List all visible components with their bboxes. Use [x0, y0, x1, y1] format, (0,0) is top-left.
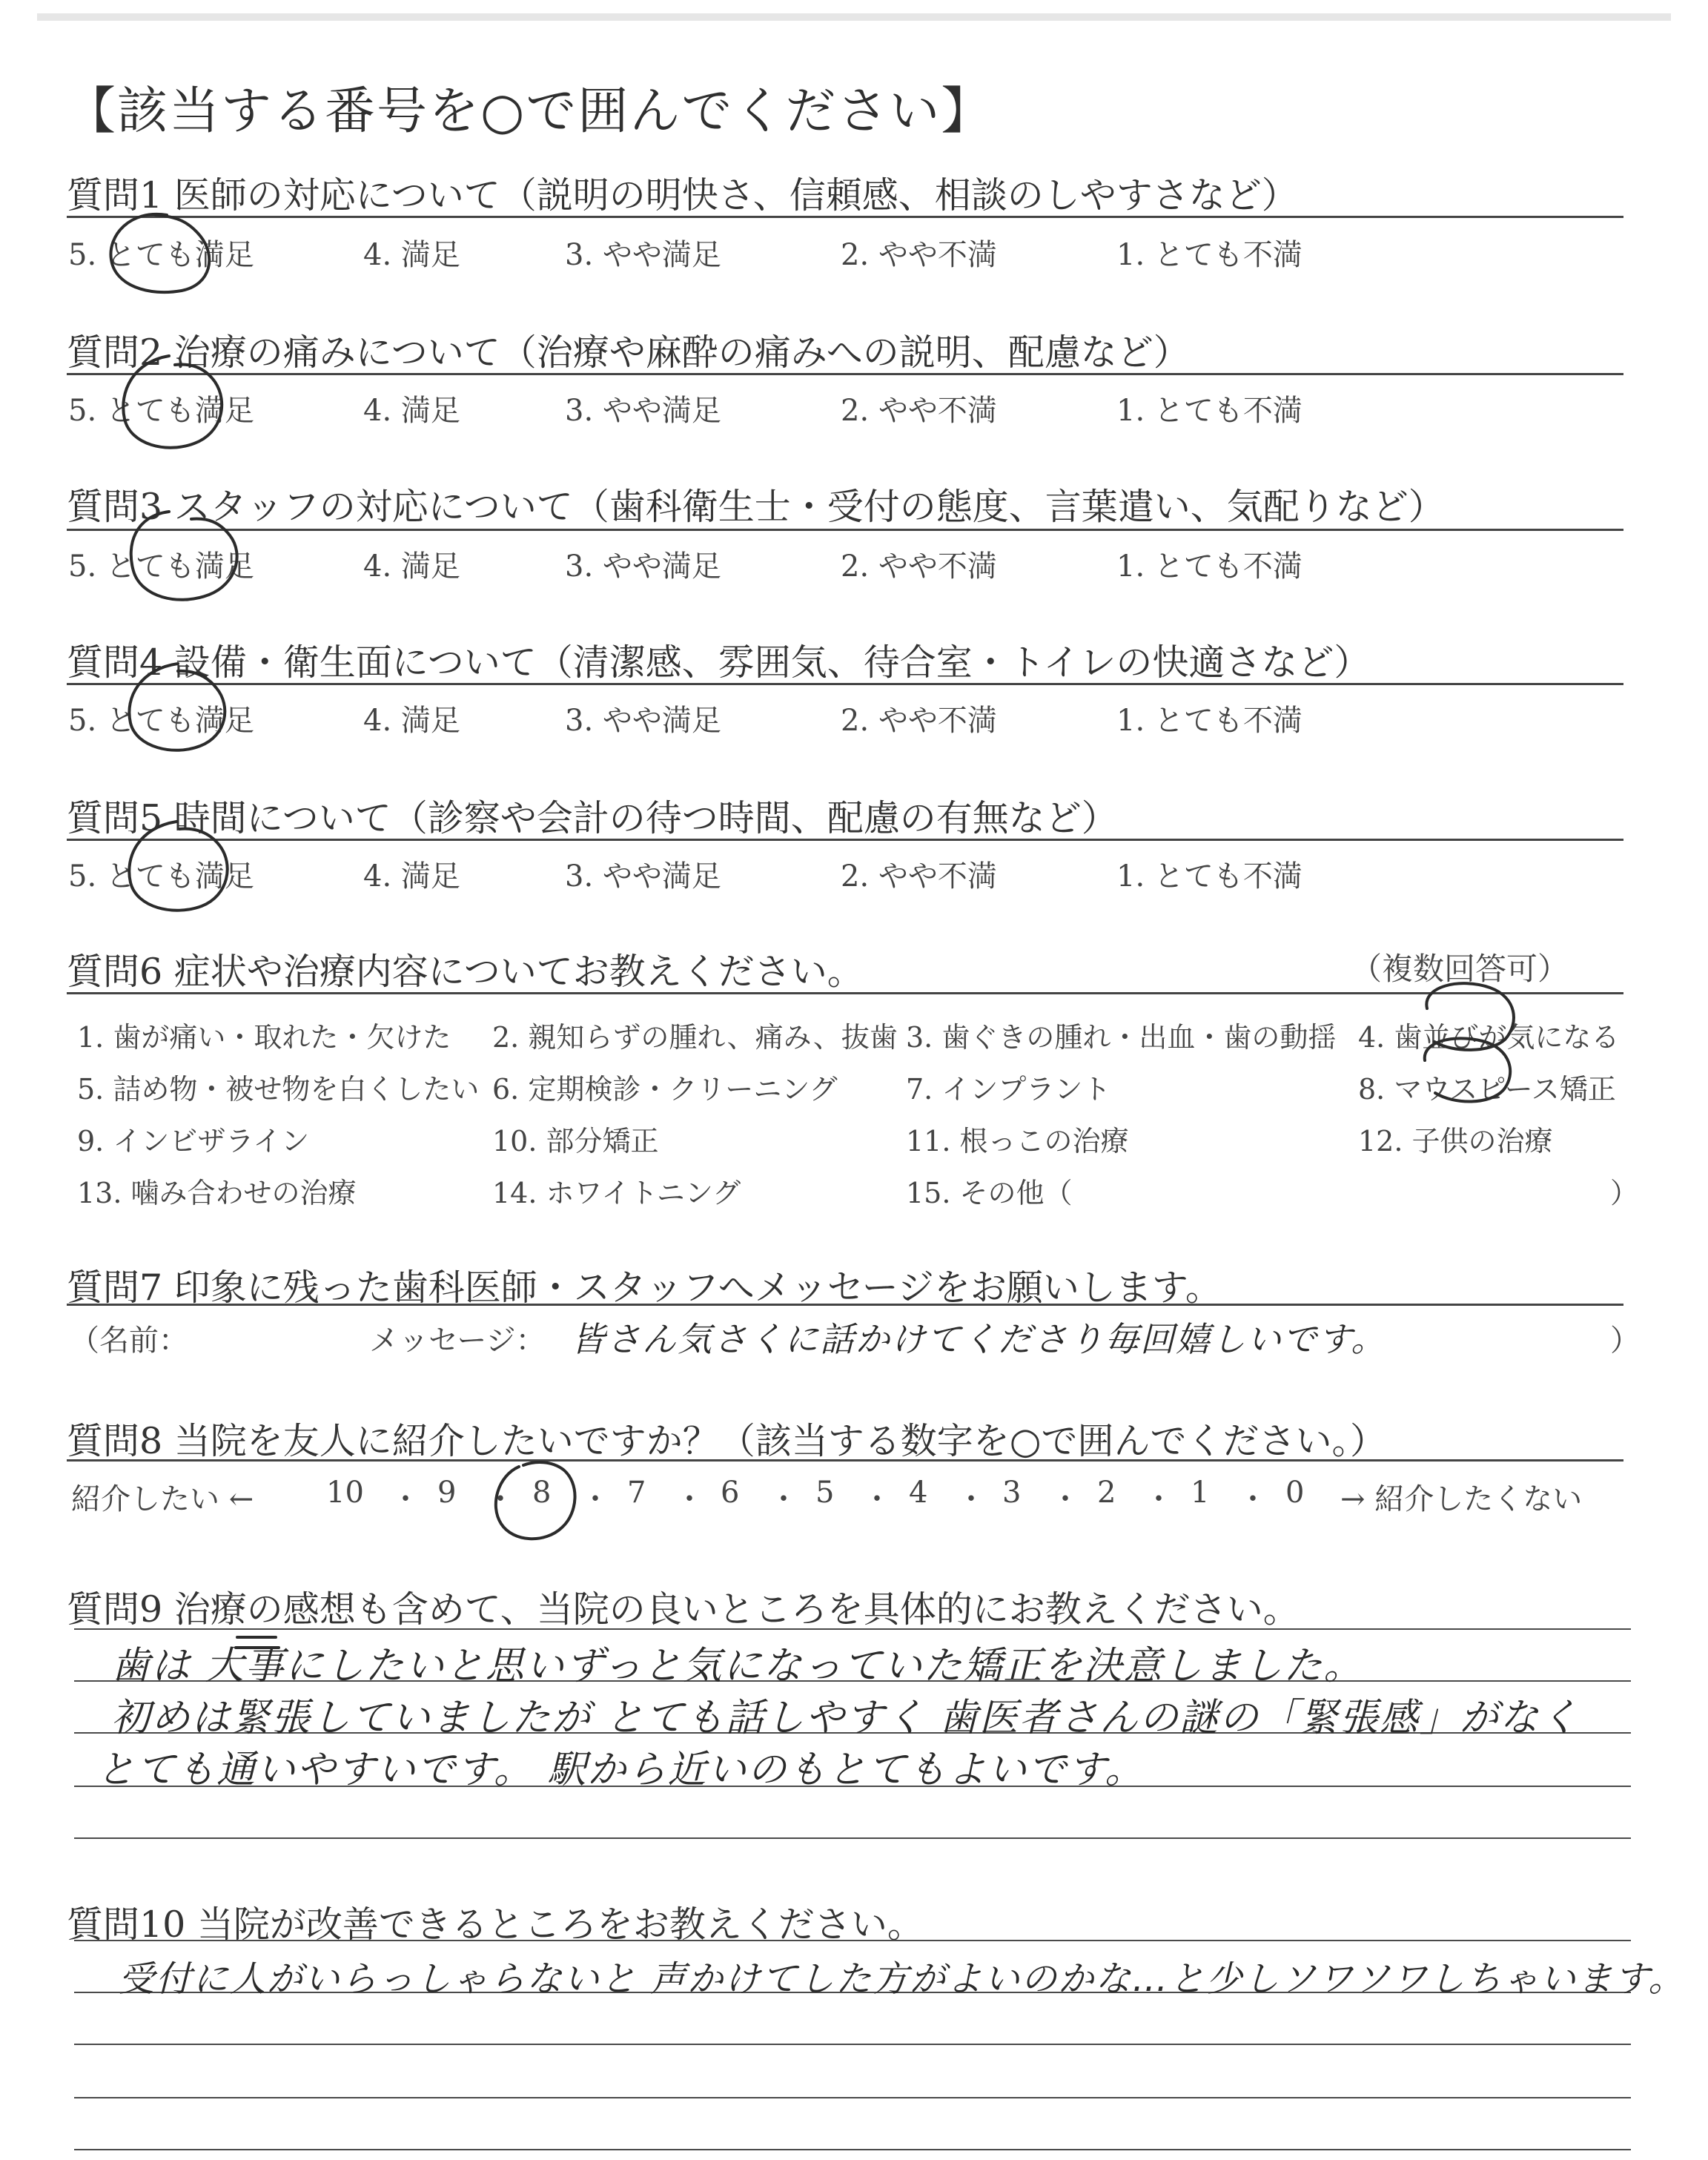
q8-number-1[interactable]: 1 [1191, 1476, 1210, 1510]
q4-option-3[interactable]: 3. やや満足 [565, 704, 721, 738]
q8-dot: ・ [769, 1482, 798, 1516]
q2-option-5[interactable]: 5. とても満足 [68, 394, 254, 428]
q4-option-4[interactable]: 4. 満足 [363, 704, 460, 738]
q8-circle-mark [496, 1462, 575, 1539]
q6-option-9[interactable]: 9. インビザライン [77, 1125, 310, 1157]
q8-number-3[interactable]: 3 [1002, 1476, 1022, 1510]
q1-option-1[interactable]: 1. とても不満 [1116, 238, 1302, 272]
question-9-heading: 質問9 治療の感想も含めて、当院の良いところを具体的にお教えください。 [67, 1588, 1300, 1631]
q9-answer-line[interactable]: とても通いやすいです。 駅から近いのもとてもよいです。 [96, 1748, 1145, 1792]
q9-answer-line[interactable]: 歯は 大事にしたいと思いずっと気になっていた矯正を決意しました。 [111, 1644, 1364, 1688]
q1-option-5[interactable]: 5. とても満足 [68, 238, 254, 272]
q6-option-15[interactable]: 15. その他（ [906, 1177, 1073, 1209]
q6-option-7[interactable]: 7. インプラント [906, 1073, 1111, 1106]
q10-answer-line[interactable]: 受付に人がいらっしゃらないと 声かけてした方がよいのかな…と少しソワソワしちゃいます。 [119, 1958, 1686, 2000]
q4-option-5[interactable]: 5. とても満足 [68, 704, 254, 738]
q8-right-label: → 紹介したくない [1340, 1482, 1583, 1516]
q1-option-3[interactable]: 3. やや満足 [565, 238, 721, 272]
q2-option-3[interactable]: 3. やや満足 [565, 394, 721, 428]
q2-option-2[interactable]: 2. やや不満 [841, 394, 997, 428]
question-10-heading: 質問10 当院が改善できるところをお教えください。 [67, 1903, 924, 1946]
q7-message-label: メッセージ： [369, 1324, 546, 1358]
q5-option-5[interactable]: 5. とても満足 [68, 859, 254, 894]
q8-number-9[interactable]: 9 [437, 1476, 457, 1510]
q6-option-6[interactable]: 6. 定期検診・クリーニング [492, 1073, 838, 1106]
q8-number-7[interactable]: 7 [627, 1476, 646, 1510]
q7-name-label: （名前： [70, 1324, 188, 1358]
q6-option-13[interactable]: 13. 噛み合わせの治療 [77, 1177, 357, 1209]
q8-dot: ・ [1238, 1482, 1268, 1516]
q6-option-1[interactable]: 1. 歯が痛い・取れた・欠けた [77, 1021, 451, 1054]
q8-number-5[interactable]: 5 [815, 1476, 835, 1510]
q2-option-1[interactable]: 1. とても不満 [1116, 394, 1302, 428]
q1-circle-mark [110, 214, 209, 292]
question-8-heading: 質問8 当院を友人に紹介したいですか？（該当する数字を○で囲んでください。） [67, 1420, 1387, 1462]
question-6-heading: 質問6 症状や治療内容についてお教えください。 [67, 951, 864, 993]
q8-dot: ・ [1144, 1482, 1174, 1516]
q3-option-1[interactable]: 1. とても不満 [1116, 549, 1302, 584]
question-1-heading: 質問1 医師の対応について（説明の明快さ、信頼感、相談のしやすさなど） [67, 174, 1298, 217]
q6-option-12[interactable]: 12. 子供の治療 [1358, 1125, 1553, 1157]
q1-option-4[interactable]: 4. 満足 [363, 238, 460, 272]
q8-number-4[interactable]: 4 [909, 1476, 928, 1510]
question-5-heading: 質問5 時間について（診察や会計の待つ時間、配慮の有無など） [67, 797, 1118, 839]
q3-option-2[interactable]: 2. やや不満 [841, 549, 997, 584]
q3-option-3[interactable]: 3. やや満足 [565, 549, 721, 584]
q8-number-8[interactable]: 8 [532, 1476, 552, 1510]
q5-option-2[interactable]: 2. やや不満 [841, 859, 997, 894]
q5-option-1[interactable]: 1. とても不満 [1116, 859, 1302, 894]
q4-circle-mark [129, 664, 225, 750]
q8-number-0[interactable]: 0 [1285, 1476, 1305, 1510]
q8-dot: ・ [486, 1482, 515, 1516]
q9-answer-line[interactable]: 初めは緊張していましたが とても話しやすく 歯医者さんの謎の「緊張感」がなく [111, 1696, 1580, 1740]
q7-close-paren: ） [1610, 1324, 1640, 1358]
q6-option-8[interactable]: 8. マウスピース矯正 [1358, 1073, 1616, 1106]
q8-number-10[interactable]: 10 [326, 1476, 364, 1510]
question-4-heading: 質問4 設備・衛生面について（清潔感、雰囲気、待合室・トイレの快適さなど） [67, 641, 1371, 684]
q3-circle-mark [131, 512, 237, 600]
q5-circle-mark [129, 822, 227, 911]
q8-dot: ・ [580, 1482, 610, 1516]
multiple-answers-note: （複数回答可） [1351, 951, 1569, 987]
q6-option-2[interactable]: 2. 親知らずの腫れ、痛み、抜歯 [492, 1021, 898, 1054]
q3-option-4[interactable]: 4. 満足 [363, 549, 460, 584]
q8-number-6[interactable]: 6 [721, 1476, 740, 1510]
q9-struck-mark [236, 1637, 279, 1648]
q4-option-1[interactable]: 1. とても不満 [1116, 704, 1302, 738]
question-2-heading: 質問2 治療の痛みについて（治療や麻酔の痛みへの説明、配慮など） [67, 331, 1190, 374]
question-3-heading: 質問3 スタッフの対応について（歯科衛生士・受付の態度、言葉遣い、気配りなど） [67, 486, 1445, 528]
q5-option-4[interactable]: 4. 満足 [363, 859, 460, 894]
q8-left-label: 紹介したい ← [71, 1482, 254, 1516]
q8-number-2[interactable]: 2 [1097, 1476, 1116, 1510]
q1-option-2[interactable]: 2. やや不満 [841, 238, 997, 272]
q6-option-5[interactable]: 5. 詰め物・被せ物を白くしたい [77, 1073, 480, 1106]
q8-dot: ・ [391, 1482, 420, 1516]
q6-option-11[interactable]: 11. 根っこの治療 [906, 1125, 1129, 1157]
q2-circle-mark [123, 356, 222, 448]
q8-dot: ・ [862, 1482, 892, 1516]
q6-option-14[interactable]: 14. ホワイトニング [492, 1177, 741, 1209]
q4-option-2[interactable]: 2. やや不満 [841, 704, 997, 738]
q6-other-close-paren: ） [1610, 1177, 1639, 1209]
q8-dot: ・ [675, 1482, 704, 1516]
q6-option-10[interactable]: 10. 部分矯正 [492, 1125, 659, 1157]
q2-option-4[interactable]: 4. 満足 [363, 394, 460, 428]
question-7-heading: 質問7 印象に残った歯科医師・スタッフへメッセージをお願いします。 [67, 1266, 1222, 1309]
q3-option-5[interactable]: 5. とても満足 [68, 549, 254, 584]
q8-dot: ・ [1050, 1482, 1080, 1516]
q7-message-handwritten[interactable]: 皆さん気さくに話かけてくださり毎回嬉しいです。 [571, 1319, 1387, 1359]
page-title: 【該当する番号を○で囲んでください】 [65, 82, 993, 141]
q5-option-3[interactable]: 3. やや満足 [565, 859, 721, 894]
q6-option-8-circle-mark [1425, 1038, 1510, 1101]
q6-option-4[interactable]: 4. 歯並びが気になる [1358, 1021, 1620, 1054]
q8-dot: ・ [956, 1482, 986, 1516]
q6-option-3[interactable]: 3. 歯ぐきの腫れ・出血・歯の動揺 [906, 1021, 1337, 1054]
